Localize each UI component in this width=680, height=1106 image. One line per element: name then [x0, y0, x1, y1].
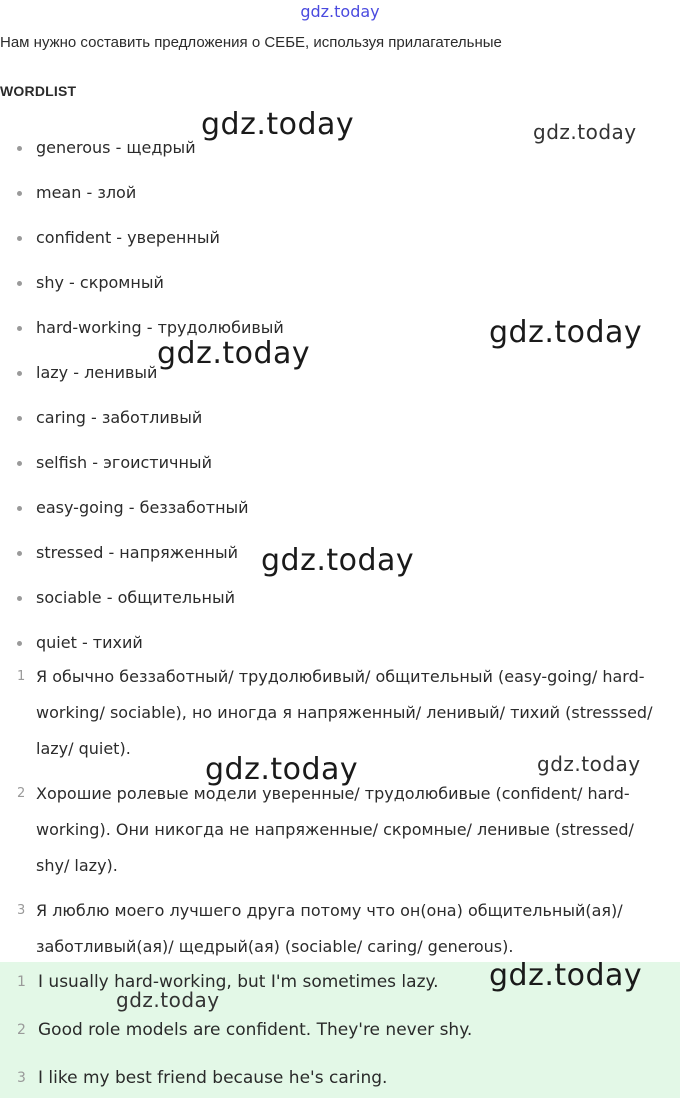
item-number: 2	[17, 786, 26, 801]
bullet-icon	[17, 191, 22, 196]
bullet-icon	[17, 326, 22, 331]
watermark-text: gdz.today	[205, 752, 359, 787]
sentence-item: 2 Хорошие ролевые модели уверенные/ трудолюбивые (confident/ hard-working). Они никогда не напряженные/ скромные/ ленивые (stressed/ shy/ lazy).	[0, 776, 680, 884]
list-item: selfish - эгоистичный	[0, 440, 284, 485]
bullet-icon	[17, 146, 22, 151]
watermark-text: gdz.today	[116, 988, 220, 1012]
item-number: 3	[17, 903, 26, 918]
list-item: stressed - напряженный	[0, 530, 284, 575]
sentence-item: 1 Я обычно беззаботный/ трудолюбивый/ общительный (easy-going/ hard-working/ sociable), но иногда я напряженный/ ленивый/ тихий (stresssed/ lazy/ quiet).	[0, 659, 680, 767]
watermark-text: gdz.today	[533, 120, 637, 144]
watermark-text: gdz.today	[201, 107, 355, 142]
list-item: caring - заботливый	[0, 395, 284, 440]
task-intro: Нам нужно составить предложения о СЕБЕ, используя прилагательные	[0, 34, 502, 51]
bullet-icon	[17, 641, 22, 646]
wordlist-heading: WORDLIST	[0, 83, 77, 99]
bullet-icon	[17, 461, 22, 466]
item-number: 3	[17, 1070, 26, 1086]
list-item: quiet - тихий	[0, 620, 284, 665]
answer-box	[0, 962, 680, 1098]
bullet-icon	[17, 371, 22, 376]
site-watermark-top: gdz.today	[300, 2, 380, 21]
bullet-icon	[17, 506, 22, 511]
list-item: mean - злой	[0, 170, 284, 215]
answer-item: 2 Good role models are confident. They're never shy.	[0, 1010, 680, 1058]
bullet-icon	[17, 281, 22, 286]
list-item: hard-working - трудолюбивый	[0, 305, 284, 350]
bullet-icon	[17, 596, 22, 601]
list-item: easy-going - беззаботный	[0, 485, 284, 530]
list-item: shy - скромный	[0, 260, 284, 305]
bullet-icon	[17, 416, 22, 421]
answer-item: 1 I usually hard-working, but I'm sometimes lazy.	[0, 962, 680, 1010]
list-item: generous - щедрый	[0, 125, 284, 170]
list-item: confident - уверенный	[0, 215, 284, 260]
watermark-text: gdz.today	[489, 958, 643, 993]
sentence-item: 3 Я люблю моего лучшего друга потому что он(она) общительный(ая)/ заботливый(ая)/ щедрый(ая) (sociable/ caring/ generous).	[0, 893, 680, 965]
bullet-icon	[17, 551, 22, 556]
list-item: sociable - общительный	[0, 575, 284, 620]
answer-item: 3 I like my best friend because he's caring.	[0, 1058, 680, 1106]
item-number: 1	[17, 669, 26, 684]
watermark-text: gdz.today	[537, 752, 641, 776]
watermark-text: gdz.today	[157, 336, 311, 371]
item-number: 1	[17, 974, 26, 990]
list-item: lazy - ленивый	[0, 350, 284, 395]
watermark-text: gdz.today	[261, 543, 415, 578]
item-number: 2	[17, 1022, 26, 1038]
wordlist	[0, 125, 284, 665]
bullet-icon	[17, 236, 22, 241]
sentence-list	[0, 659, 680, 965]
watermark-text: gdz.today	[489, 315, 643, 350]
